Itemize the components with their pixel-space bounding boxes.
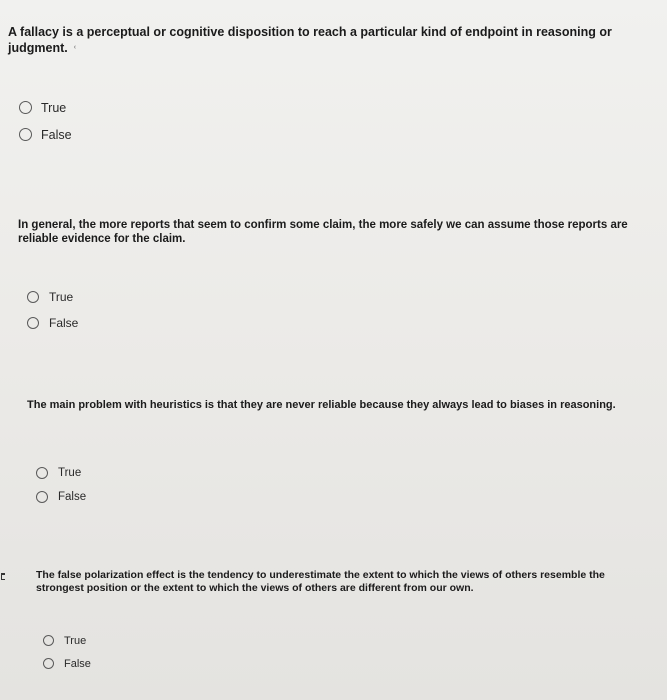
option-label: True [41,100,67,115]
question-3-text: The main problem with heuristics is that they are never reliable because they always lead to biases in reasoning. [27,399,616,411]
option-label: True [58,467,82,479]
question-4 [36,569,626,595]
collapse-marker-icon: ‹ [73,43,77,51]
radio-button-icon[interactable] [36,491,48,503]
option-label: True [49,290,74,304]
question-2-option-true[interactable] [27,284,78,310]
option-label: True [64,634,87,647]
question-4-option-false[interactable] [43,652,91,675]
question-1-options [19,94,72,148]
question-2-text: In general, the more reports that seem to confirm some claim, the more safely we can assume those reports are reliable evidence for the claim. [18,219,628,246]
radio-button-icon[interactable] [19,128,32,141]
question-1-option-true[interactable] [19,94,72,121]
question-4-option-true[interactable] [43,629,91,652]
radio-button-icon[interactable] [43,658,54,669]
radio-button-icon[interactable] [27,317,39,329]
question-1-option-false[interactable] [19,121,72,148]
question-2-option-false[interactable] [27,310,78,336]
option-label: False [64,657,91,670]
edge-bracket-icon [1,573,5,580]
radio-button-icon[interactable] [36,467,48,479]
question-3-option-true[interactable] [36,461,86,485]
radio-button-icon[interactable] [27,291,39,303]
option-label: False [41,127,72,142]
question-3 [27,399,627,413]
question-3-options [36,461,86,509]
question-4-text: The false polarization effect is the tendency to underestimate the extent to which the views of others resemble the strongest position or the extent to which the views of others are different from our own. [36,569,605,595]
question-4-options [43,629,91,675]
question-2-options [27,284,78,336]
option-label: False [49,316,79,330]
radio-button-icon[interactable] [43,635,54,646]
question-1 [8,25,628,56]
question-2 [18,218,628,247]
question-3-option-false[interactable] [36,485,86,509]
question-1-text: A fallacy is a perceptual or cognitive disposition to reach a particular kind of endpoint in reasoning or judgment. ‹ [8,25,612,55]
radio-button-icon[interactable] [19,101,32,114]
option-label: False [58,491,87,503]
